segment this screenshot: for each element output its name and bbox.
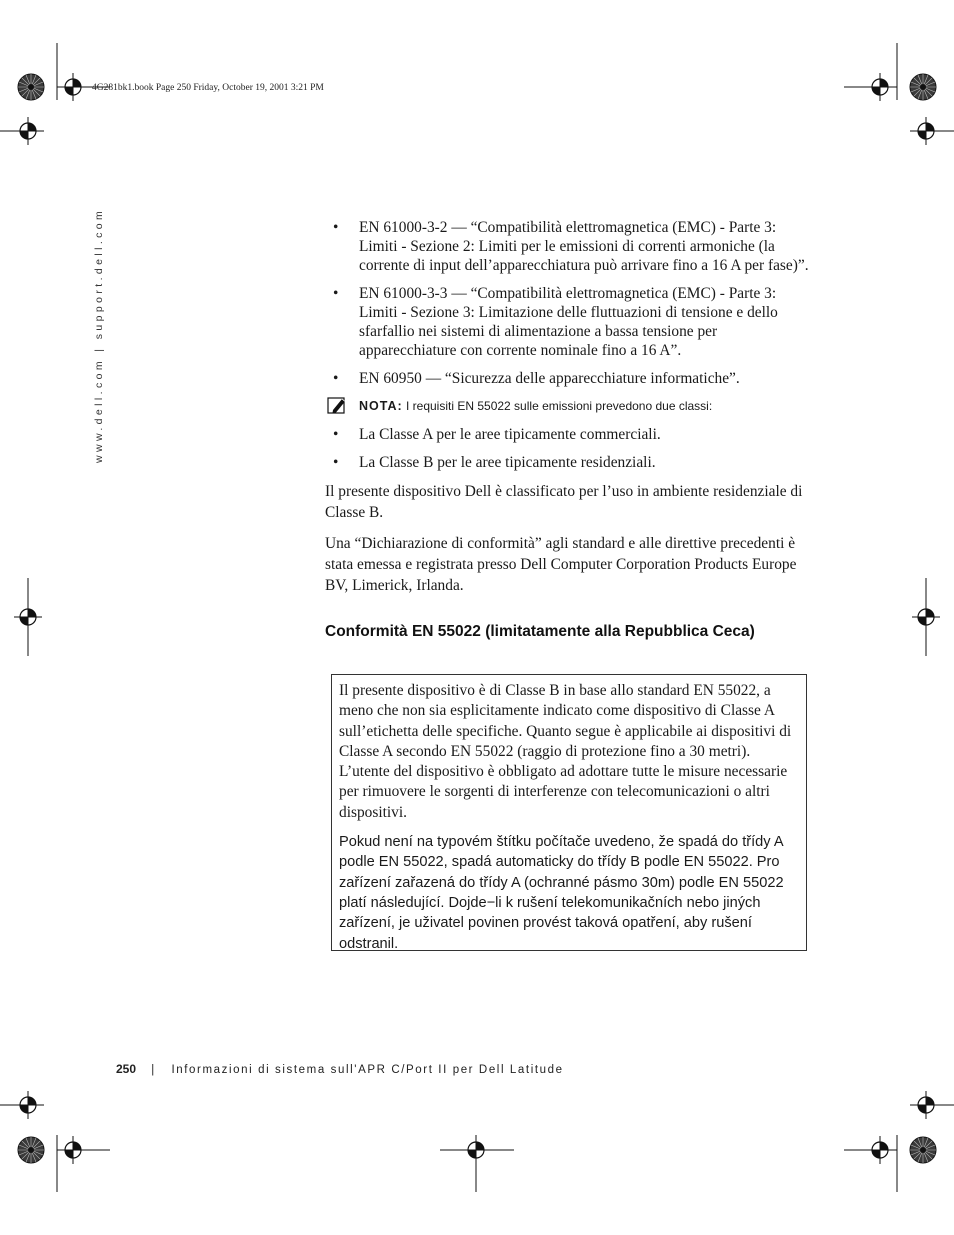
standards-list (325, 218, 810, 388)
registration-mark (912, 117, 940, 145)
main-content (325, 218, 810, 642)
page-number: 250 (116, 1062, 137, 1076)
registration-mark (14, 603, 42, 631)
registration-mark (59, 73, 87, 101)
bullet-icon: • (333, 370, 339, 387)
bullet-icon: • (333, 219, 339, 236)
note-pencil-icon (327, 397, 347, 415)
registration-mark (14, 1091, 42, 1119)
compliance-box (331, 674, 807, 951)
registration-mark (866, 1136, 894, 1164)
star-target-mark (18, 1137, 44, 1163)
page-footer (116, 1062, 564, 1076)
star-target-mark (18, 74, 44, 100)
sidebar-url-text: www.dell.com | support.dell.com (93, 207, 105, 463)
star-target-mark (910, 74, 936, 100)
list-item: • EN 60950 — “Sicurezza delle apparecchiature informatiche”. (333, 370, 740, 387)
czech-statement: Pokud není na typovém štítku počítače uvedeno, že spadá do třídy A podle EN 55022, spadá automaticky do třídy B podle EN 55022. Pro zařízení zařazená do třídy A (ochranné pásmo 30m) podle EN 55022 platí následující. Dojde−li k rušení telekomunikačních nebo jiných zařízení, je uživatel povinen provést taková opatření, aby rušení odstranil. (339, 834, 784, 952)
registration-mark (912, 603, 940, 631)
list-item: • EN 61000-3-3 — “Compatibilità elettromagnetica (EMC) - Parte 3: Limiti - Sezione 3: Limitazione delle fluttuazioni di tensione e dello sfarfallio nei sistemi di alimentazione a bassa tensione per apparecchiature con corrente nominale fino a 16 A”. (333, 285, 778, 359)
bullet-icon: • (333, 454, 339, 471)
note-label: NOTA: (359, 399, 403, 413)
registration-mark (14, 117, 42, 145)
star-target-mark (910, 1137, 936, 1163)
registration-mark (462, 1136, 490, 1164)
list-item: • La Classe A per le aree tipicamente commerciali. (333, 426, 661, 443)
bullet-icon: • (333, 285, 339, 302)
sidebar-url (92, 207, 106, 464)
paragraph: Una “Dichiarazione di conformità” agli standard e alle direttive precedenti è stata emessa e registrata presso Dell Computer Corporation Products Europe BV, Limerick, Irlanda. (325, 535, 797, 594)
registration-mark (59, 1136, 87, 1164)
footer-title: Informazioni di sistema sull'APR C/Port II per Dell Latitude (171, 1064, 564, 1076)
registration-mark (912, 1091, 940, 1119)
list-item: • EN 61000-3-2 — “Compatibilità elettromagnetica (EMC) - Parte 3: Limiti - Sezione 2: Limiti per le emissioni di correnti armoniche (la corrente di input dell’apparecchiatura può arrivare fino a 16 A per fase)”. (333, 219, 809, 274)
section-title: Conformità EN 55022 (limitatamente alla Repubblica Ceca) (325, 623, 755, 640)
bullet-icon: • (333, 426, 339, 443)
footer-separator: | (151, 1064, 155, 1076)
italian-statement: Il presente dispositivo è di Classe B in base allo standard EN 55022, a meno che non sia esplicitamente indicato come dispositivo di Classe A sull’etichetta delle specifiche. Quanto segue è applicabile ai dispositivi di Classe A secondo EN 55022 (raggio di protezione fino a 30 metri). L’utente del dispositivo è obbligato ad adottare tutte le misure necessarie per rimuovere le sorgenti di interferenze con telecomunicazioni o altri dispositivi. (339, 682, 792, 821)
note-text: I requisiti EN 55022 sulle emissioni prevedono due classi: (406, 399, 713, 413)
paragraph: Il presente dispositivo Dell è classificato per l’uso in ambiente residenziale di Classe B. (325, 483, 803, 521)
book-file-info: 4G281bk1.book Page 250 Friday, October 19, 2001 3:21 PM (92, 83, 324, 93)
classes-list (325, 425, 810, 472)
list-item: • La Classe B per le aree tipicamente residenziali. (333, 454, 656, 471)
note (325, 397, 810, 416)
registration-mark (866, 73, 894, 101)
